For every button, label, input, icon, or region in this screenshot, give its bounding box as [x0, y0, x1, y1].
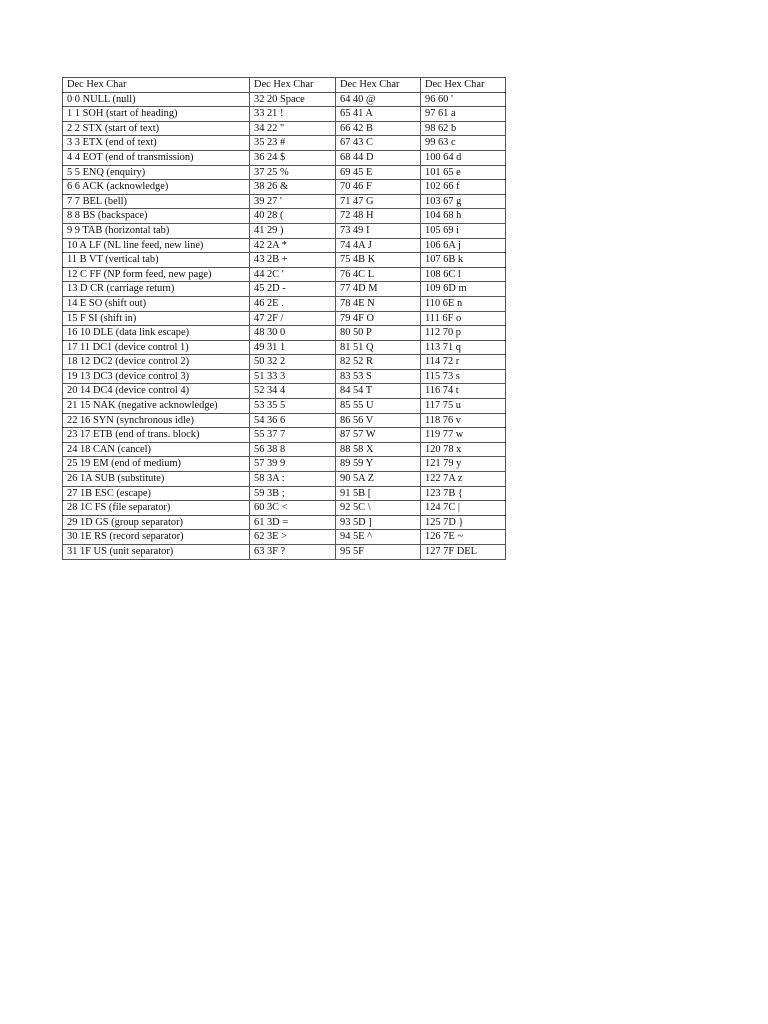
table-cell: 77 4D M [336, 282, 421, 297]
table-cell: 35 23 # [250, 136, 336, 151]
table-row [63, 253, 506, 268]
table-cell: 36 24 $ [250, 150, 336, 165]
table-cell: 101 65 e [421, 165, 506, 180]
table-cell: 89 59 Y [336, 457, 421, 472]
table-cell: 97 61 a [421, 107, 506, 122]
table-cell: 33 21 ! [250, 107, 336, 122]
table-cell: 16 10 DLE (data link escape) [63, 326, 250, 341]
table-cell: 5 5 ENQ (enquiry) [63, 165, 250, 180]
table-row [63, 92, 506, 107]
table-row [63, 442, 506, 457]
table-cell: 21 15 NAK (negative acknowledge) [63, 399, 250, 414]
header-cell: Dec Hex Char [421, 78, 506, 93]
table-cell: 9 9 TAB (horizontal tab) [63, 223, 250, 238]
table-cell: 56 38 8 [250, 442, 336, 457]
table-cell: 40 28 ( [250, 209, 336, 224]
table-cell: 121 79 y [421, 457, 506, 472]
table-cell: 76 4C L [336, 267, 421, 282]
table-cell: 74 4A J [336, 238, 421, 253]
table-row [63, 150, 506, 165]
table-cell: 69 45 E [336, 165, 421, 180]
table-cell: 20 14 DC4 (device control 4) [63, 384, 250, 399]
table-cell: 50 32 2 [250, 355, 336, 370]
table-cell: 37 25 % [250, 165, 336, 180]
table-cell: 43 2B + [250, 253, 336, 268]
table-cell: 68 44 D [336, 150, 421, 165]
table-cell: 81 51 Q [336, 340, 421, 355]
header-cell: Dec Hex Char [63, 78, 250, 93]
table-cell: 123 7B { [421, 486, 506, 501]
table-cell: 8 8 BS (backspace) [63, 209, 250, 224]
table-cell: 72 48 H [336, 209, 421, 224]
table-row [63, 194, 506, 209]
table-cell: 44 2C ' [250, 267, 336, 282]
table-cell: 93 5D ] [336, 515, 421, 530]
table-row [63, 340, 506, 355]
table-cell: 114 72 r [421, 355, 506, 370]
table-row [63, 530, 506, 545]
table-row [63, 399, 506, 414]
table-cell: 41 29 ) [250, 223, 336, 238]
table-row [63, 545, 506, 560]
table-cell: 11 B VT (vertical tab) [63, 253, 250, 268]
table-cell: 84 54 T [336, 384, 421, 399]
table-cell: 106 6A j [421, 238, 506, 253]
table-cell: 117 75 u [421, 399, 506, 414]
table-cell: 126 7E ~ [421, 530, 506, 545]
ascii-table [62, 77, 506, 560]
table-cell: 91 5B [ [336, 486, 421, 501]
table-cell: 27 1B ESC (escape) [63, 486, 250, 501]
table-cell: 59 3B ; [250, 486, 336, 501]
table-cell: 64 40 @ [336, 92, 421, 107]
table-cell: 127 7F DEL [421, 545, 506, 560]
table-cell: 95 5F [336, 545, 421, 560]
table-cell: 13 D CR (carriage return) [63, 282, 250, 297]
table-row [63, 180, 506, 195]
table-cell: 85 55 U [336, 399, 421, 414]
table-cell: 14 E SO (shift out) [63, 296, 250, 311]
table-row [63, 121, 506, 136]
table-cell: 53 35 5 [250, 399, 336, 414]
table-cell: 31 1F US (unit separator) [63, 545, 250, 560]
table-cell: 52 34 4 [250, 384, 336, 399]
table-cell: 22 16 SYN (synchronous idle) [63, 413, 250, 428]
table-cell: 63 3F ? [250, 545, 336, 560]
table-row [63, 267, 506, 282]
table-cell: 55 37 7 [250, 428, 336, 443]
table-cell: 71 47 G [336, 194, 421, 209]
table-cell: 58 3A : [250, 472, 336, 487]
table-row [63, 238, 506, 253]
table-cell: 83 53 S [336, 369, 421, 384]
table-cell: 3 3 ETX (end of text) [63, 136, 250, 151]
table-cell: 80 50 P [336, 326, 421, 341]
table-cell: 90 5A Z [336, 472, 421, 487]
table-cell: 73 49 I [336, 223, 421, 238]
table-row [63, 223, 506, 238]
table-cell: 92 5C \ [336, 501, 421, 516]
table-header-row [63, 78, 506, 93]
table-cell: 82 52 R [336, 355, 421, 370]
table-row [63, 369, 506, 384]
header-cell: Dec Hex Char [250, 78, 336, 93]
table-row [63, 355, 506, 370]
table-cell: 29 1D GS (group separator) [63, 515, 250, 530]
table-row [63, 413, 506, 428]
table-cell: 112 70 p [421, 326, 506, 341]
table-cell: 102 66 f [421, 180, 506, 195]
table-cell: 111 6F o [421, 311, 506, 326]
table-row [63, 209, 506, 224]
table-cell: 109 6D m [421, 282, 506, 297]
table-cell: 103 67 g [421, 194, 506, 209]
table-cell: 75 4B K [336, 253, 421, 268]
table-cell: 105 69 i [421, 223, 506, 238]
table-row [63, 136, 506, 151]
table-row [63, 486, 506, 501]
table-cell: 67 43 C [336, 136, 421, 151]
table-cell: 23 17 ETB (end of trans. block) [63, 428, 250, 443]
table-row [63, 107, 506, 122]
table-cell: 47 2F / [250, 311, 336, 326]
table-row [63, 326, 506, 341]
table-cell: 10 A LF (NL line feed, new line) [63, 238, 250, 253]
table-cell: 78 4E N [336, 296, 421, 311]
table-cell: 87 57 W [336, 428, 421, 443]
table-row [63, 165, 506, 180]
table-cell: 70 46 F [336, 180, 421, 195]
table-cell: 65 41 A [336, 107, 421, 122]
table-cell: 38 26 & [250, 180, 336, 195]
table-cell: 6 6 ACK (acknowledge) [63, 180, 250, 195]
table-row [63, 384, 506, 399]
header-cell: Dec Hex Char [336, 78, 421, 93]
table-cell: 79 4F O [336, 311, 421, 326]
table-cell: 124 7C | [421, 501, 506, 516]
table-cell: 46 2E . [250, 296, 336, 311]
table-cell: 88 58 X [336, 442, 421, 457]
table-cell: 30 1E RS (record separator) [63, 530, 250, 545]
table-cell: 0 0 NULL (null) [63, 92, 250, 107]
table-cell: 15 F SI (shift in) [63, 311, 250, 326]
table-cell: 108 6C l [421, 267, 506, 282]
table-cell: 110 6E n [421, 296, 506, 311]
table-cell: 118 76 v [421, 413, 506, 428]
table-cell: 94 5E ^ [336, 530, 421, 545]
table-cell: 24 18 CAN (cancel) [63, 442, 250, 457]
table-cell: 7 7 BEL (bell) [63, 194, 250, 209]
table-cell: 25 19 EM (end of medium) [63, 457, 250, 472]
table-cell: 116 74 t [421, 384, 506, 399]
table-cell: 18 12 DC2 (device control 2) [63, 355, 250, 370]
table-cell: 100 64 d [421, 150, 506, 165]
table-cell: 42 2A * [250, 238, 336, 253]
table-cell: 60 3C < [250, 501, 336, 516]
table-cell: 1 1 SOH (start of heading) [63, 107, 250, 122]
table-cell: 45 2D - [250, 282, 336, 297]
table-row [63, 457, 506, 472]
table-cell: 19 13 DC3 (device control 3) [63, 369, 250, 384]
table-row [63, 515, 506, 530]
table-cell: 12 C FF (NP form feed, new page) [63, 267, 250, 282]
table-cell: 48 30 0 [250, 326, 336, 341]
table-cell: 57 39 9 [250, 457, 336, 472]
table-cell: 62 3E > [250, 530, 336, 545]
table-cell: 122 7A z [421, 472, 506, 487]
table-cell: 99 63 c [421, 136, 506, 151]
table-cell: 4 4 EOT (end of transmission) [63, 150, 250, 165]
table-cell: 49 31 1 [250, 340, 336, 355]
table-row [63, 282, 506, 297]
table-cell: 32 20 Space [250, 92, 336, 107]
table-cell: 51 33 3 [250, 369, 336, 384]
table-cell: 96 60 ' [421, 92, 506, 107]
table-row [63, 428, 506, 443]
table-cell: 115 73 s [421, 369, 506, 384]
table-cell: 39 27 ' [250, 194, 336, 209]
table-cell: 107 6B k [421, 253, 506, 268]
table-cell: 28 1C FS (file separator) [63, 501, 250, 516]
table-cell: 104 68 h [421, 209, 506, 224]
table-cell: 86 56 V [336, 413, 421, 428]
table-row [63, 311, 506, 326]
table-cell: 54 36 6 [250, 413, 336, 428]
ascii-table-body [63, 78, 506, 560]
table-row [63, 501, 506, 516]
table-cell: 17 11 DC1 (device control 1) [63, 340, 250, 355]
table-cell: 26 1A SUB (substitute) [63, 472, 250, 487]
table-cell: 66 42 B [336, 121, 421, 136]
table-cell: 61 3D = [250, 515, 336, 530]
table-cell: 119 77 w [421, 428, 506, 443]
table-cell: 113 71 q [421, 340, 506, 355]
table-cell: 125 7D } [421, 515, 506, 530]
table-cell: 120 78 x [421, 442, 506, 457]
table-cell: 34 22 " [250, 121, 336, 136]
table-row [63, 472, 506, 487]
table-cell: 2 2 STX (start of text) [63, 121, 250, 136]
table-row [63, 296, 506, 311]
table-cell: 98 62 b [421, 121, 506, 136]
